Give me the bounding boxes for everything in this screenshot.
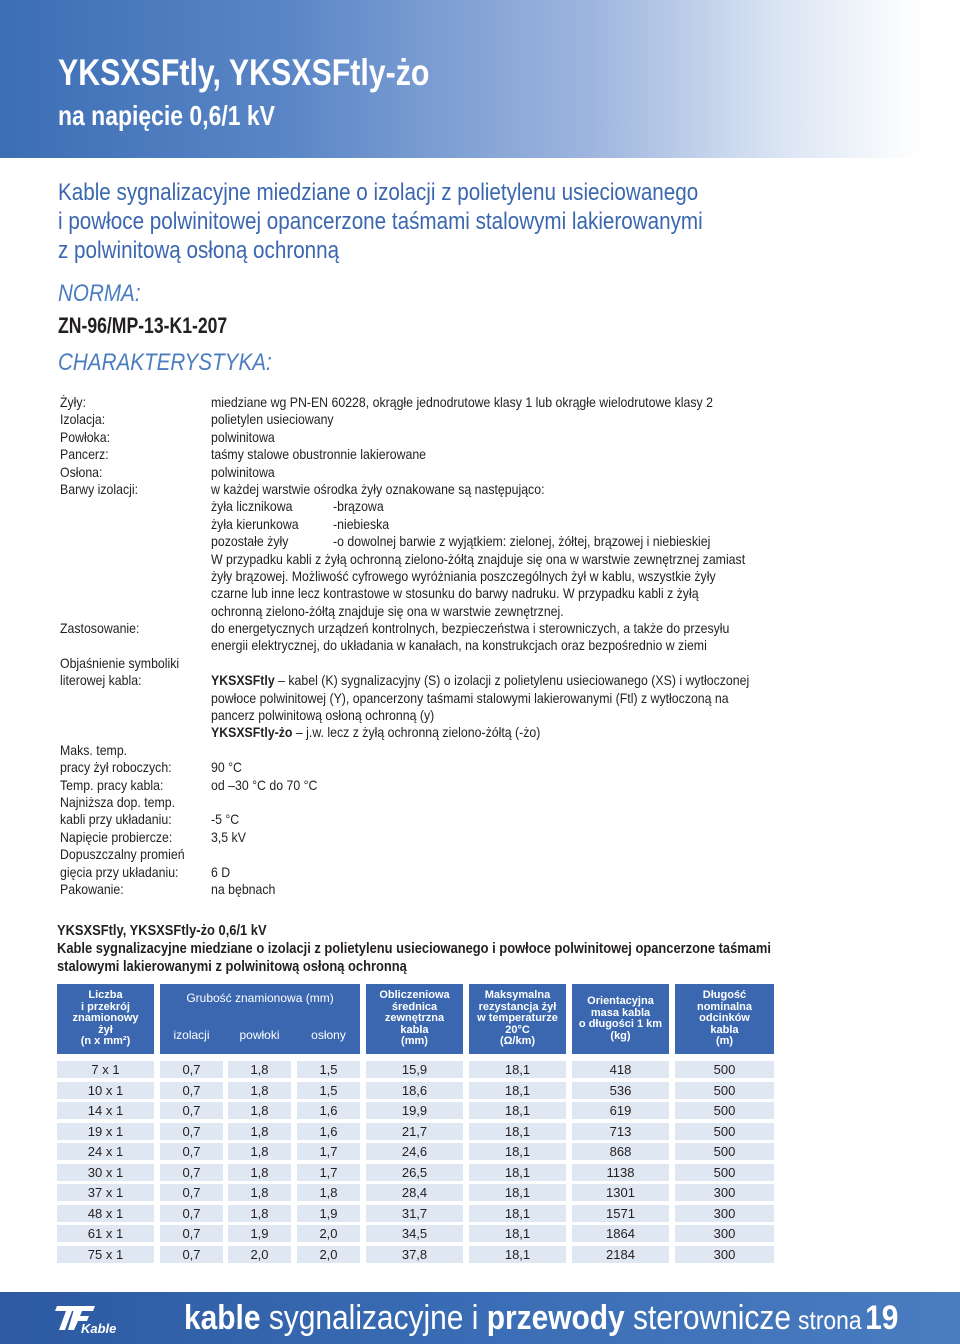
table-cell: 300 — [675, 1225, 774, 1242]
product-description — [58, 178, 815, 265]
spec-value: powłoce polwinitowej (Y), opancerzony taśmami stalowymi lakierowanymi (Ftl) z wytłoczoną na — [211, 689, 729, 706]
table-cell: 0,7 — [160, 1082, 223, 1099]
header-line: w temperaturze — [477, 1012, 558, 1025]
header-line: Obliczeniowa — [379, 989, 450, 1002]
table-cell: 1,7 — [297, 1164, 360, 1181]
page-title: YKSXSFtly, YKSXSFtly-żo — [58, 52, 430, 93]
table-cell: 500 — [675, 1123, 774, 1140]
spec-label: Zastosowanie: — [60, 620, 140, 637]
symbol-text: – j.w. lecz z żyłą ochronną zielono-żółtą (-żo) — [292, 724, 541, 741]
table-cell: 0,7 — [160, 1061, 223, 1078]
table-cell: 18,1 — [469, 1184, 566, 1201]
table-cell: 24 x 1 — [57, 1143, 154, 1160]
table-cell: 2,0 — [297, 1246, 360, 1263]
header-line: Orientacyjna — [587, 995, 654, 1007]
table-cell: 1,5 — [297, 1061, 360, 1078]
specifications — [60, 394, 940, 898]
header-line: kabla — [710, 1023, 739, 1036]
header-line: kabla — [400, 1023, 429, 1036]
symbol-bold: YKSXSFtly-żo — [211, 724, 293, 741]
spec-value: polwinitowa — [211, 428, 275, 445]
characteristics-label: CHARAKTERYSTYKA: — [58, 349, 272, 376]
header-line: żył — [98, 1023, 113, 1036]
description-line: Kable sygnalizacyjne miedziane o izolacji z polietylenu usieciowanego — [58, 179, 699, 206]
table-cell: 18,1 — [469, 1164, 566, 1181]
header-line: Długość — [702, 989, 747, 1002]
spec-value — [211, 672, 749, 689]
table-cell: 0,7 — [160, 1164, 223, 1181]
spec-label: Osłona: — [60, 463, 103, 480]
table-title-line: stalowymi lakierowanymi z polwinitową osłoną ochronną — [57, 958, 407, 975]
spec-label: literowej kabla: — [60, 672, 142, 689]
spec-label: Pakowanie: — [60, 880, 124, 897]
norma-label: NORMA: — [58, 280, 141, 307]
company-logo — [55, 1302, 125, 1336]
table-cell: 1,5 — [297, 1082, 360, 1099]
table-cell: 0,7 — [160, 1225, 223, 1242]
table-cell: 1,8 — [228, 1102, 291, 1119]
spec-value: -brązowa — [333, 498, 384, 515]
spec-value — [211, 724, 540, 741]
header-line: 20°C — [505, 1023, 530, 1036]
table-cell: 10 x 1 — [57, 1082, 154, 1099]
header-line: o długości 1 km — [578, 1018, 663, 1030]
table-cell: 18,1 — [469, 1102, 566, 1119]
table-title — [57, 922, 957, 976]
table-title-line: Kable sygnalizacyjne miedziane o izolacji z polietylenu usieciowanego i powłoce polwinitowej opancerzone taśmami — [57, 940, 771, 957]
header-cell-diameter — [366, 984, 463, 1054]
spec-label: gięcia przy układaniu: — [60, 863, 179, 880]
table-cell: 1,6 — [297, 1102, 360, 1119]
table-cell: 61 x 1 — [57, 1225, 154, 1242]
table-cell: 37,8 — [366, 1246, 463, 1263]
header-sub-insulation: izolacji — [173, 1028, 210, 1042]
table-cell: 1,6 — [297, 1123, 360, 1140]
table-cell: 19 x 1 — [57, 1123, 154, 1140]
spec-label: Powłoka: — [60, 428, 110, 445]
spec-value: 6 D — [211, 863, 231, 880]
spec-label: Pancerz: — [60, 446, 109, 463]
header-line: średnica — [391, 1000, 438, 1013]
table-cell: 1,8 — [228, 1205, 291, 1222]
header-line: Maksymalna — [484, 989, 551, 1002]
header-line: (m) — [715, 1035, 734, 1048]
table-cell: 500 — [675, 1061, 774, 1078]
spec-value: żyła licznikowa — [211, 498, 293, 515]
spec-value: pancerz polwinitową osłoną ochronną (y) — [211, 707, 435, 724]
table-cell: 24,6 — [366, 1143, 463, 1160]
table-cell: 21,7 — [366, 1123, 463, 1140]
table-cell: 1,8 — [297, 1184, 360, 1201]
table-cell: 31,7 — [366, 1205, 463, 1222]
header-line: Liczba — [88, 989, 123, 1002]
header-line: i przekrój — [81, 1000, 130, 1013]
table-cell: 0,7 — [160, 1246, 223, 1263]
spec-value: pozostałe żyły — [211, 533, 289, 550]
spec-value: żyły brązowej. Możliwość cyfrowego wyróżniania poszczególnych żył w kablu, wszystkie żyły — [211, 567, 716, 584]
spec-label: Objaśnienie symboliki — [60, 654, 180, 671]
spec-value: miedziane wg PN-EN 60228, okrągłe jednodrutowe klasy 1 lub okrągłe wielodrutowe klasy 2 — [211, 394, 713, 410]
header-line: rezystancja żył — [478, 1000, 557, 1013]
spec-label: Izolacja: — [60, 411, 106, 428]
table-cell: 1,8 — [228, 1082, 291, 1099]
table-cell: 300 — [675, 1184, 774, 1201]
spec-label: Napięcie probiercze: — [60, 828, 173, 845]
header-line: zewnętrzna — [384, 1012, 445, 1025]
spec-value: -5 °C — [211, 811, 240, 828]
spec-label: Najniższa dop. temp. — [60, 793, 176, 810]
table-cell: 18,1 — [469, 1225, 566, 1242]
table-cell: 713 — [572, 1123, 669, 1140]
spec-label: Barwy izolacji: — [60, 480, 139, 497]
table-cell: 18,1 — [469, 1143, 566, 1160]
footer-page-label: strona — [798, 1305, 862, 1335]
table-cell: 500 — [675, 1143, 774, 1160]
spec-value: -o dowolnej barwie z wyjątkiem: zielonej, żółtej, brązowej i niebieskiej — [333, 533, 711, 550]
spec-label: Dopuszczalny promień — [60, 846, 185, 863]
footer-word: kable — [184, 1299, 261, 1337]
table-cell: 28,4 — [366, 1184, 463, 1201]
footer-word: przewody — [486, 1299, 625, 1337]
spec-value: w każdej warstwie ośrodka żyły oznakowane są następująco: — [211, 480, 545, 497]
spec-label: Maks. temp. — [60, 741, 128, 758]
header-line: znamionowy — [72, 1012, 139, 1025]
table-title-line: YKSXSFtly, YKSXSFtly-żo 0,6/1 kV — [57, 922, 267, 939]
footer-word: i — [463, 1299, 487, 1337]
header-sub-sheath: powłoki — [239, 1028, 280, 1042]
table-cell: 1301 — [572, 1184, 669, 1201]
header-line: masa kabla — [590, 1006, 651, 1019]
spec-value: -niebieska — [333, 515, 390, 532]
table-cell: 0,7 — [160, 1184, 223, 1201]
header-cell-resistance — [469, 984, 566, 1054]
table-cell: 18,1 — [469, 1205, 566, 1222]
spec-value: 90 °C — [211, 759, 242, 776]
header-line: odcinków — [699, 1012, 750, 1025]
table-cell: 2,0 — [228, 1246, 291, 1263]
table-cell: 1,8 — [228, 1123, 291, 1140]
table-cell: 19,9 — [366, 1102, 463, 1119]
symbol-bold: YKSXSFtly — [211, 672, 275, 689]
table-cell: 1,8 — [228, 1164, 291, 1181]
logo-text: Kable — [81, 1321, 117, 1336]
table-cell: 500 — [675, 1082, 774, 1099]
table-cell: 18,6 — [366, 1082, 463, 1099]
spec-value: na bębnach — [211, 880, 276, 897]
header-line: (Ω/km) — [499, 1035, 536, 1048]
norma-value: ZN-96/MP-13-K1-207 — [58, 313, 228, 338]
spec-value: W przypadku kabli z żyłą ochronną zielono-żółtą znajduje się ona w warstwie zewnętrznej zamiast — [211, 550, 746, 567]
header-line: nominalna — [696, 1000, 752, 1013]
table-cell: 868 — [572, 1143, 669, 1160]
table-cell: 1,9 — [228, 1225, 291, 1242]
table-cell: 1,9 — [297, 1205, 360, 1222]
spec-value: polwinitowa — [211, 463, 275, 480]
header-cell-mass — [572, 984, 669, 1054]
description-line: z polwinitową osłoną ochronną — [58, 237, 340, 264]
table-cell: 18,1 — [469, 1082, 566, 1099]
header-sub-jacket: osłony — [311, 1028, 346, 1042]
footer-word: sygnalizacyjne — [260, 1299, 464, 1337]
table-cell: 1571 — [572, 1205, 669, 1222]
spec-value: energii elektrycznej, do układania w kanałach, na konstrukcjach oraz bezpośrednio w ziemi — [211, 637, 707, 654]
page-subtitle: na napięcie 0,6/1 kV — [58, 100, 275, 131]
spec-label: Żyły: — [60, 394, 87, 410]
table-cell: 26,5 — [366, 1164, 463, 1181]
header-cell-length — [675, 984, 774, 1054]
spec-value: taśmy stalowe obustronnie lakierowane — [211, 446, 427, 463]
footer-caption — [184, 1298, 898, 1340]
table-cell: 2184 — [572, 1246, 669, 1263]
description-line: i powłoce polwinitowej opancerzone taśmami stalowymi lakierowanymi — [58, 208, 703, 235]
spec-value: 3,5 kV — [211, 828, 246, 845]
spec-label: pracy żył roboczych: — [60, 759, 172, 776]
spec-value: czarne lub inne lecz kontrastowe w stosunku do barwy nadruku. W przypadku kabli z żyłą — [211, 585, 699, 602]
spec-value: ochronną zielono-żółtą znajduje się ona w warstwie zewnętrznej. — [211, 602, 564, 619]
table-cell: 2,0 — [297, 1225, 360, 1242]
table-cell: 18,1 — [469, 1246, 566, 1263]
footer-page-number: 19 — [865, 1299, 899, 1337]
table-cell: 0,7 — [160, 1123, 223, 1140]
table-cell: 0,7 — [160, 1205, 223, 1222]
header-cell-cores — [57, 984, 154, 1054]
spec-value: od –30 °C do 70 °C — [211, 776, 318, 793]
spec-label: Temp. pracy kabla: — [60, 776, 164, 793]
table-cell: 0,7 — [160, 1102, 223, 1119]
table-cell: 1,8 — [228, 1184, 291, 1201]
spec-label: kabli przy układaniu: — [60, 811, 172, 828]
table-cell: 300 — [675, 1205, 774, 1222]
header-line: (n x mm²) — [80, 1035, 131, 1048]
table-cell: 500 — [675, 1164, 774, 1181]
table-cell: 0,7 — [160, 1143, 223, 1160]
header-line: (kg) — [610, 1029, 631, 1042]
table-cell: 1138 — [572, 1164, 669, 1181]
header-thickness-label: Grubość znamionowa (mm) — [186, 991, 334, 1005]
spec-value: żyła kierunkowa — [211, 515, 299, 532]
table-cell: 75 x 1 — [57, 1246, 154, 1263]
table-cell: 536 — [572, 1082, 669, 1099]
spec-value: do energetycznych urządzeń kontrolnych, bezpieczeństwa i sterowniczych, a także do przesyłu — [211, 620, 730, 637]
footer-word: sterownicze — [624, 1299, 791, 1337]
spec-value: polietylen usieciowany — [211, 411, 334, 428]
header-line: (mm) — [401, 1035, 428, 1048]
table-cell: 500 — [675, 1102, 774, 1119]
table-cell: 1864 — [572, 1225, 669, 1242]
table-cell: 15,9 — [366, 1061, 463, 1078]
table-cell: 1,8 — [228, 1061, 291, 1078]
table-cell: 18,1 — [469, 1061, 566, 1078]
table-cell: 300 — [675, 1246, 774, 1263]
table-cell: 418 — [572, 1061, 669, 1078]
table-cell: 7 x 1 — [57, 1061, 154, 1078]
table-cell: 37 x 1 — [57, 1184, 154, 1201]
table-cell: 1,8 — [228, 1143, 291, 1160]
table-cell: 619 — [572, 1102, 669, 1119]
table-cell: 48 x 1 — [57, 1205, 154, 1222]
table-cell: 14 x 1 — [57, 1102, 154, 1119]
symbol-text: – kabel (K) sygnalizacyjny (S) o izolacji z polietylenu usieciowanego (XS) i wytłoczonej — [274, 672, 750, 689]
table-cell: 30 x 1 — [57, 1164, 154, 1181]
table-cell: 1,7 — [297, 1143, 360, 1160]
table-cell: 18,1 — [469, 1123, 566, 1140]
table-cell: 34,5 — [366, 1225, 463, 1242]
